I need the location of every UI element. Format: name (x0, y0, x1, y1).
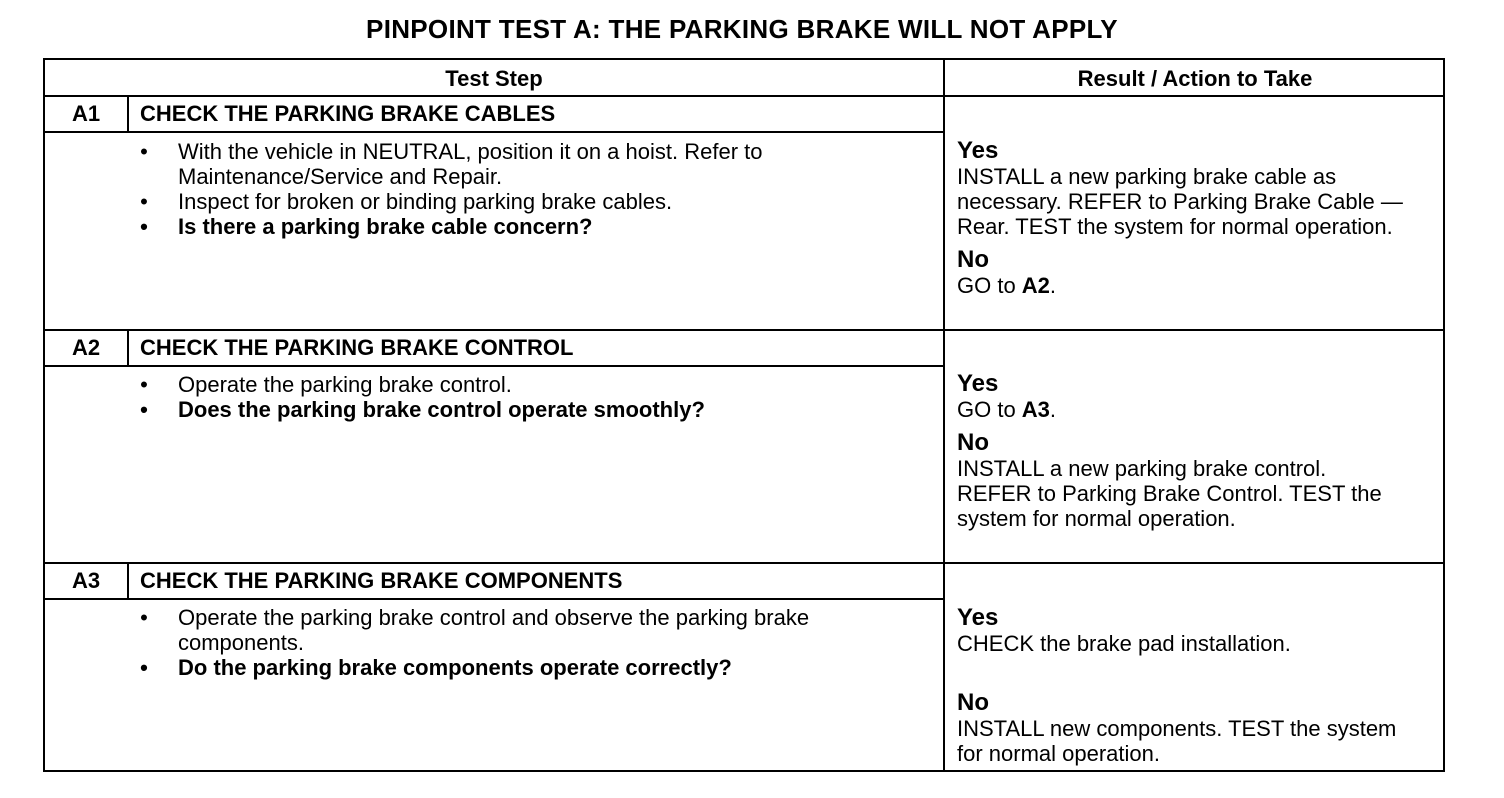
no-action: INSTALL new components. TEST the system for normal operation. (957, 716, 1397, 766)
yes-action: INSTALL a new parking brake cable as necessary. REFER to Parking Brake Cable — Rear. TEST the system for normal operation. (957, 164, 1403, 239)
pinpoint-test-table (43, 58, 1445, 772)
step-reference: A3 (1021, 397, 1050, 422)
result-yes (957, 138, 1407, 239)
header-result: Result / Action to Take (1077, 66, 1313, 91)
step-result (957, 138, 1407, 306)
column-divider (943, 60, 945, 772)
no-label: No (957, 246, 989, 273)
no-label: No (957, 689, 989, 716)
list-item: • Operate the parking brake control and observe the parking brake components. (140, 605, 810, 655)
step-id-divider (127, 564, 129, 598)
step-instructions (137, 139, 937, 239)
step-title-divider (45, 598, 943, 600)
page-title: PINPOINT TEST A: THE PARKING BRAKE WILL NOT APPLY (366, 14, 1118, 44)
step-id: A3 (71, 568, 101, 593)
yes-label: Yes (957, 604, 999, 631)
step-title-divider (45, 365, 943, 367)
list-item: • Operate the parking brake control. (140, 372, 512, 397)
yes-label: Yes (957, 137, 999, 164)
no-action: INSTALL a new parking brake control. REFER to Parking Brake Control. TEST the system for normal operation. (957, 456, 1382, 531)
yes-action: GO to A3. (957, 397, 1057, 422)
no-action: GO to A2. (957, 273, 1057, 298)
step-instructions (137, 372, 937, 422)
step-id: A1 (71, 101, 101, 126)
result-no (957, 247, 1407, 298)
result-no (957, 430, 1397, 531)
header-test-step: Test Step (445, 66, 543, 91)
step-id-divider (127, 331, 129, 365)
yes-label: Yes (957, 370, 999, 397)
no-label: No (957, 429, 989, 456)
step-reference: A2 (1021, 273, 1050, 298)
step-question: • Does the parking brake control operate smoothly? (140, 397, 705, 422)
result-yes (957, 371, 1397, 422)
step-id-divider (127, 97, 129, 131)
list-item: • Inspect for broken or binding parking brake cables. (140, 189, 673, 214)
step-id: A2 (71, 335, 101, 360)
step-result (957, 371, 1397, 539)
step-title: CHECK THE PARKING BRAKE CABLES (140, 101, 556, 126)
step-title-divider (45, 131, 943, 133)
step-title: CHECK THE PARKING BRAKE COMPONENTS (140, 568, 623, 593)
yes-action: CHECK the brake pad installation. (957, 631, 1291, 656)
step-result (957, 605, 1397, 766)
result-yes (957, 605, 1397, 656)
list-item: • With the vehicle in NEUTRAL, position it on a hoist. Refer to Maintenance/Service and Repair. (140, 139, 763, 189)
step-question: • Is there a parking brake cable concern? (140, 214, 593, 239)
step-title: CHECK THE PARKING BRAKE CONTROL (140, 335, 574, 360)
step-question: • Do the parking brake components operate correctly? (140, 655, 732, 680)
step-instructions (137, 605, 917, 680)
result-no (957, 690, 1397, 766)
